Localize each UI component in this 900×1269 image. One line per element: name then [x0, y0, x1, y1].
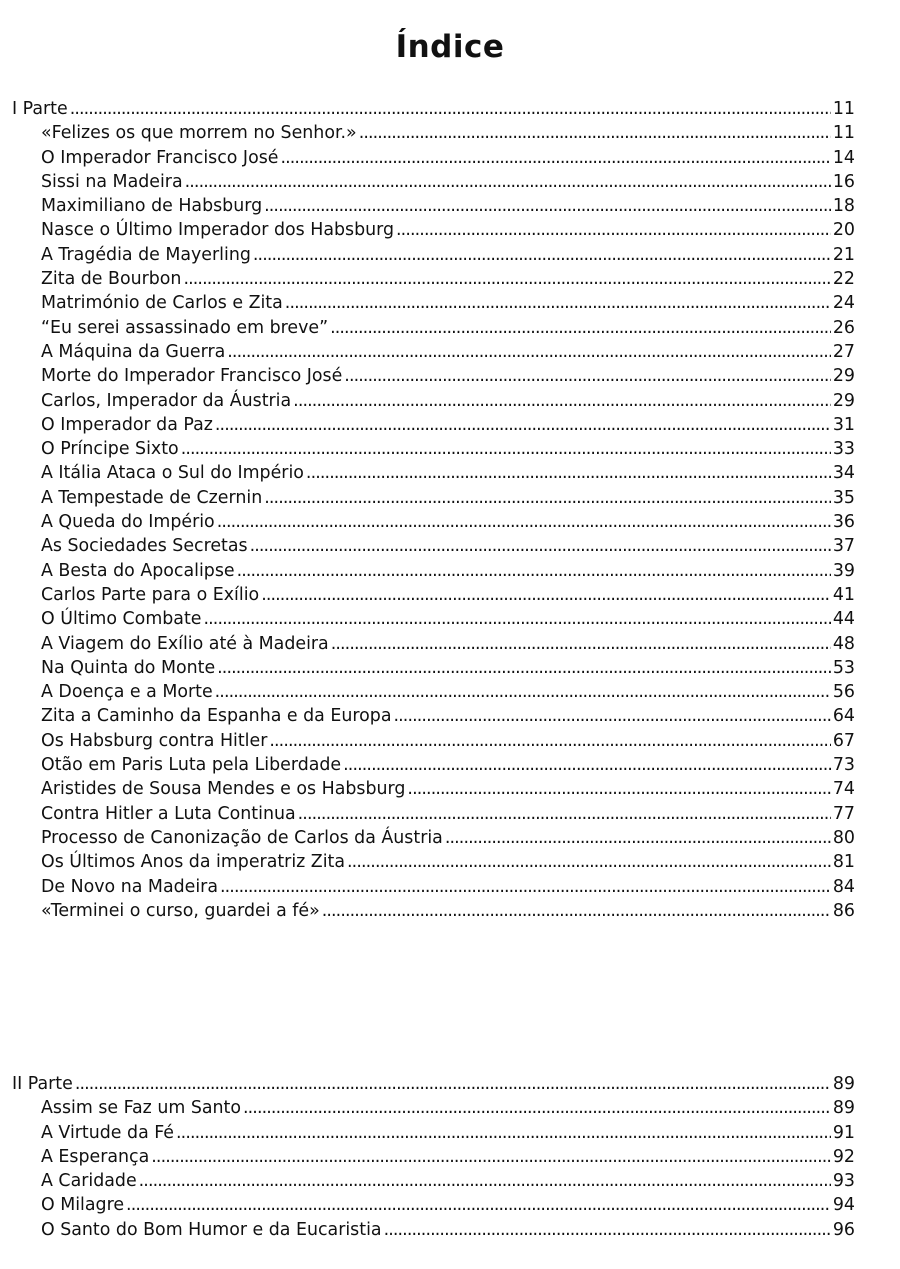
- dot-leader: [250, 534, 831, 558]
- dot-leader: [139, 1169, 831, 1193]
- toc-entry-page: 73: [832, 755, 855, 776]
- toc-part-page: 11: [832, 99, 855, 119]
- toc-entry: [12, 559, 855, 583]
- dot-leader: [185, 170, 831, 194]
- toc-entry-label: De Novo na Madeira: [41, 876, 218, 897]
- toc-entry-label: Assim se Faz um Santo: [41, 1098, 241, 1119]
- toc-entry-label: As Sociedades Secretas: [41, 536, 248, 557]
- dot-leader: [407, 777, 830, 801]
- toc-entry: [12, 680, 855, 704]
- toc-entry-label: Zita de Bourbon: [41, 269, 182, 290]
- toc-entry: [12, 267, 855, 291]
- toc-entry: [12, 486, 855, 510]
- dot-leader: [215, 413, 831, 437]
- toc-entry: [12, 243, 855, 267]
- toc-entry: [12, 534, 855, 558]
- toc-entry-label: O Milagre: [41, 1195, 125, 1216]
- toc-entry-label: Otão em Paris Luta pela Liberdade: [41, 755, 342, 776]
- dot-leader: [347, 850, 831, 874]
- toc-entry: [12, 1121, 855, 1145]
- toc-entry: [12, 364, 855, 388]
- dot-leader: [264, 194, 831, 218]
- toc-entry-page: 93: [832, 1171, 855, 1192]
- toc-entry-label: A Queda do Império: [41, 512, 215, 533]
- toc-entry-label: A Viagem do Exílio até à Madeira: [41, 633, 329, 654]
- toc-entry: [12, 121, 855, 145]
- toc-entry-page: 34: [832, 463, 855, 484]
- toc-part-1: [12, 97, 855, 923]
- dot-leader: [393, 704, 830, 728]
- dot-leader: [264, 486, 831, 510]
- toc-entry: [12, 1169, 855, 1193]
- toc-entry-label: Matrimónio de Carlos e Zita: [41, 293, 283, 314]
- dot-leader: [384, 1218, 831, 1242]
- toc-entry-page: 24: [832, 293, 855, 314]
- toc-entry: [12, 1218, 855, 1242]
- toc-entry-label: A Besta do Apocalipse: [41, 560, 235, 581]
- toc-entry: [12, 413, 855, 437]
- toc-entry-label: Sissi na Madeira: [41, 171, 183, 192]
- toc-entry-label: O Príncipe Sixto: [41, 439, 179, 460]
- toc-entry-page: 56: [832, 682, 855, 703]
- toc-entry-page: 33: [832, 439, 855, 460]
- toc-entry-page: 29: [832, 390, 855, 411]
- toc-entry: [12, 826, 855, 850]
- toc-entry-page: 44: [832, 609, 855, 630]
- toc-entry-page: 36: [832, 512, 855, 533]
- toc-entry-label: A Tragédia de Mayerling: [41, 244, 251, 265]
- toc-entry-label: Aristides de Sousa Mendes e os Habsburg: [41, 779, 406, 800]
- toc-entry-label: Carlos Parte para o Exílio: [41, 584, 260, 605]
- toc-entry-page: 84: [832, 876, 855, 897]
- toc-entry-page: 77: [832, 803, 855, 824]
- dot-leader: [280, 146, 830, 170]
- toc-entry: [12, 170, 855, 194]
- toc-entry-page: 64: [832, 706, 855, 727]
- dot-leader: [217, 510, 831, 534]
- toc-entry-label: A Caridade: [41, 1171, 137, 1192]
- toc-entry: [12, 291, 855, 315]
- toc-entry-page: 91: [832, 1122, 855, 1143]
- toc-entry: [12, 510, 855, 534]
- toc-entry: [12, 1096, 855, 1120]
- toc-entry-label: A Virtude da Fé: [41, 1122, 175, 1143]
- dot-leader: [70, 97, 831, 121]
- toc-entry-page: 20: [832, 220, 855, 241]
- toc-entry-label: O Imperador Francisco José: [41, 147, 279, 168]
- toc-entry: [12, 389, 855, 413]
- toc-entry-label: Contra Hitler a Luta Continua: [41, 803, 296, 824]
- toc-entry: [12, 1193, 855, 1217]
- dot-leader: [243, 1096, 831, 1120]
- page-title: Índice: [395, 28, 505, 65]
- toc-part-2: [12, 1072, 855, 1242]
- toc-entry: [12, 802, 855, 826]
- toc-entry: [12, 704, 855, 728]
- toc-part-label: I Parte: [12, 99, 68, 119]
- toc-entry-page: 31: [832, 414, 855, 435]
- dot-leader: [396, 218, 831, 242]
- dot-leader: [126, 1193, 831, 1217]
- toc-entry-label: Morte do Imperador Francisco José: [41, 366, 343, 387]
- toc-entry-page: 39: [832, 560, 855, 581]
- toc-entry-label: A Doença e a Morte: [41, 682, 213, 703]
- toc-entry-page: 53: [832, 657, 855, 678]
- toc-part-heading: [12, 97, 855, 121]
- toc-entry-label: Maximiliano de Habsburg: [41, 196, 263, 217]
- toc-entry-label: «Felizes os que morrem no Senhor.»: [41, 123, 357, 144]
- toc-entry-label: O Imperador da Paz: [41, 414, 213, 435]
- toc-entry-page: 86: [832, 900, 855, 921]
- toc-entry-label: Zita a Caminho da Espanha e da Europa: [41, 706, 392, 727]
- dot-leader: [253, 243, 831, 267]
- dot-leader: [227, 340, 831, 364]
- toc-entry: [12, 753, 855, 777]
- toc-entry-page: 11: [832, 123, 855, 144]
- toc-entry: [12, 607, 855, 631]
- toc-entry-page: 67: [832, 730, 855, 751]
- dot-leader: [343, 753, 831, 777]
- toc-entry-page: 81: [832, 852, 855, 873]
- toc-entry: [12, 146, 855, 170]
- toc-entry-page: 80: [832, 827, 855, 848]
- toc-entry-label: O Santo do Bom Humor e da Eucaristia: [41, 1219, 382, 1240]
- toc-entry: [12, 316, 855, 340]
- dot-leader: [217, 656, 831, 680]
- toc-entry-page: 35: [832, 487, 855, 508]
- toc-entry-page: 41: [832, 584, 855, 605]
- toc-entry-page: 29: [832, 366, 855, 387]
- toc-entry: [12, 194, 855, 218]
- toc-entry: [12, 899, 855, 923]
- toc-entry-page: 27: [832, 341, 855, 362]
- dot-leader: [261, 583, 831, 607]
- toc-entry: [12, 1145, 855, 1169]
- toc-entry: [12, 632, 855, 656]
- toc-entry: [12, 461, 855, 485]
- dot-leader: [220, 875, 831, 899]
- toc-entry: [12, 218, 855, 242]
- toc-part-label: II Parte: [12, 1074, 73, 1094]
- toc-entry-label: A Máquina da Guerra: [41, 341, 226, 362]
- toc-entry: [12, 340, 855, 364]
- toc-entry-page: 14: [832, 147, 855, 168]
- toc-entry-page: 94: [832, 1195, 855, 1216]
- toc-entry: [12, 583, 855, 607]
- dot-leader: [215, 680, 831, 704]
- toc-entry-page: 92: [832, 1146, 855, 1167]
- dot-leader: [293, 389, 831, 413]
- dot-leader: [322, 899, 831, 923]
- dot-leader: [176, 1121, 831, 1145]
- toc-entry-label: A Tempestade de Czernin: [41, 487, 263, 508]
- toc-entry: [12, 777, 855, 801]
- toc-part-heading: [12, 1072, 855, 1096]
- dot-leader: [306, 461, 831, 485]
- toc-entry-page: 96: [832, 1219, 855, 1240]
- dot-leader: [269, 729, 830, 753]
- toc-entry-label: Carlos, Imperador da Áustria: [41, 390, 292, 411]
- dot-leader: [298, 802, 831, 826]
- toc-entry-page: 26: [832, 317, 855, 338]
- toc-entry-page: 48: [832, 633, 855, 654]
- toc-entry-label: Os Últimos Anos da imperatriz Zita: [41, 852, 346, 873]
- toc-entry: [12, 729, 855, 753]
- toc-entry-page: 18: [832, 196, 855, 217]
- dot-leader: [445, 826, 831, 850]
- dot-leader: [151, 1145, 831, 1169]
- toc-entry-page: 37: [832, 536, 855, 557]
- dot-leader: [203, 607, 830, 631]
- toc-entry: [12, 437, 855, 461]
- dot-leader: [237, 559, 831, 583]
- toc-entry: [12, 656, 855, 680]
- toc-entry-label: A Esperança: [41, 1146, 150, 1167]
- toc-entry-label: Na Quinta do Monte: [41, 657, 216, 678]
- dot-leader: [75, 1072, 831, 1096]
- dot-leader: [183, 267, 830, 291]
- toc-entry-page: 21: [832, 244, 855, 265]
- toc-entry-page: 22: [832, 269, 855, 290]
- toc-entry-label: O Último Combate: [41, 609, 202, 630]
- toc-entry-page: 74: [832, 779, 855, 800]
- dot-leader: [330, 316, 831, 340]
- dot-leader: [285, 291, 831, 315]
- toc-entry-label: Processo de Canonização de Carlos da Áustria: [41, 827, 443, 848]
- dot-leader: [359, 121, 831, 145]
- toc-entry-label: Nasce o Último Imperador dos Habsburg: [41, 220, 395, 241]
- toc-entry: [12, 875, 855, 899]
- toc-part-page: 89: [832, 1074, 855, 1094]
- toc-entry-label: «Terminei o curso, guardei a fé»: [41, 900, 320, 921]
- toc-entry-page: 16: [832, 171, 855, 192]
- toc-entry-label: Os Habsburg contra Hitler: [41, 730, 268, 751]
- dot-leader: [344, 364, 831, 388]
- toc-entry: [12, 850, 855, 874]
- dot-leader: [181, 437, 831, 461]
- dot-leader: [331, 632, 831, 656]
- toc-entry-label: “Eu serei assassinado em breve”: [41, 317, 329, 338]
- toc-entry-label: A Itália Ataca o Sul do Império: [41, 463, 304, 484]
- toc-entry-page: 89: [832, 1098, 855, 1119]
